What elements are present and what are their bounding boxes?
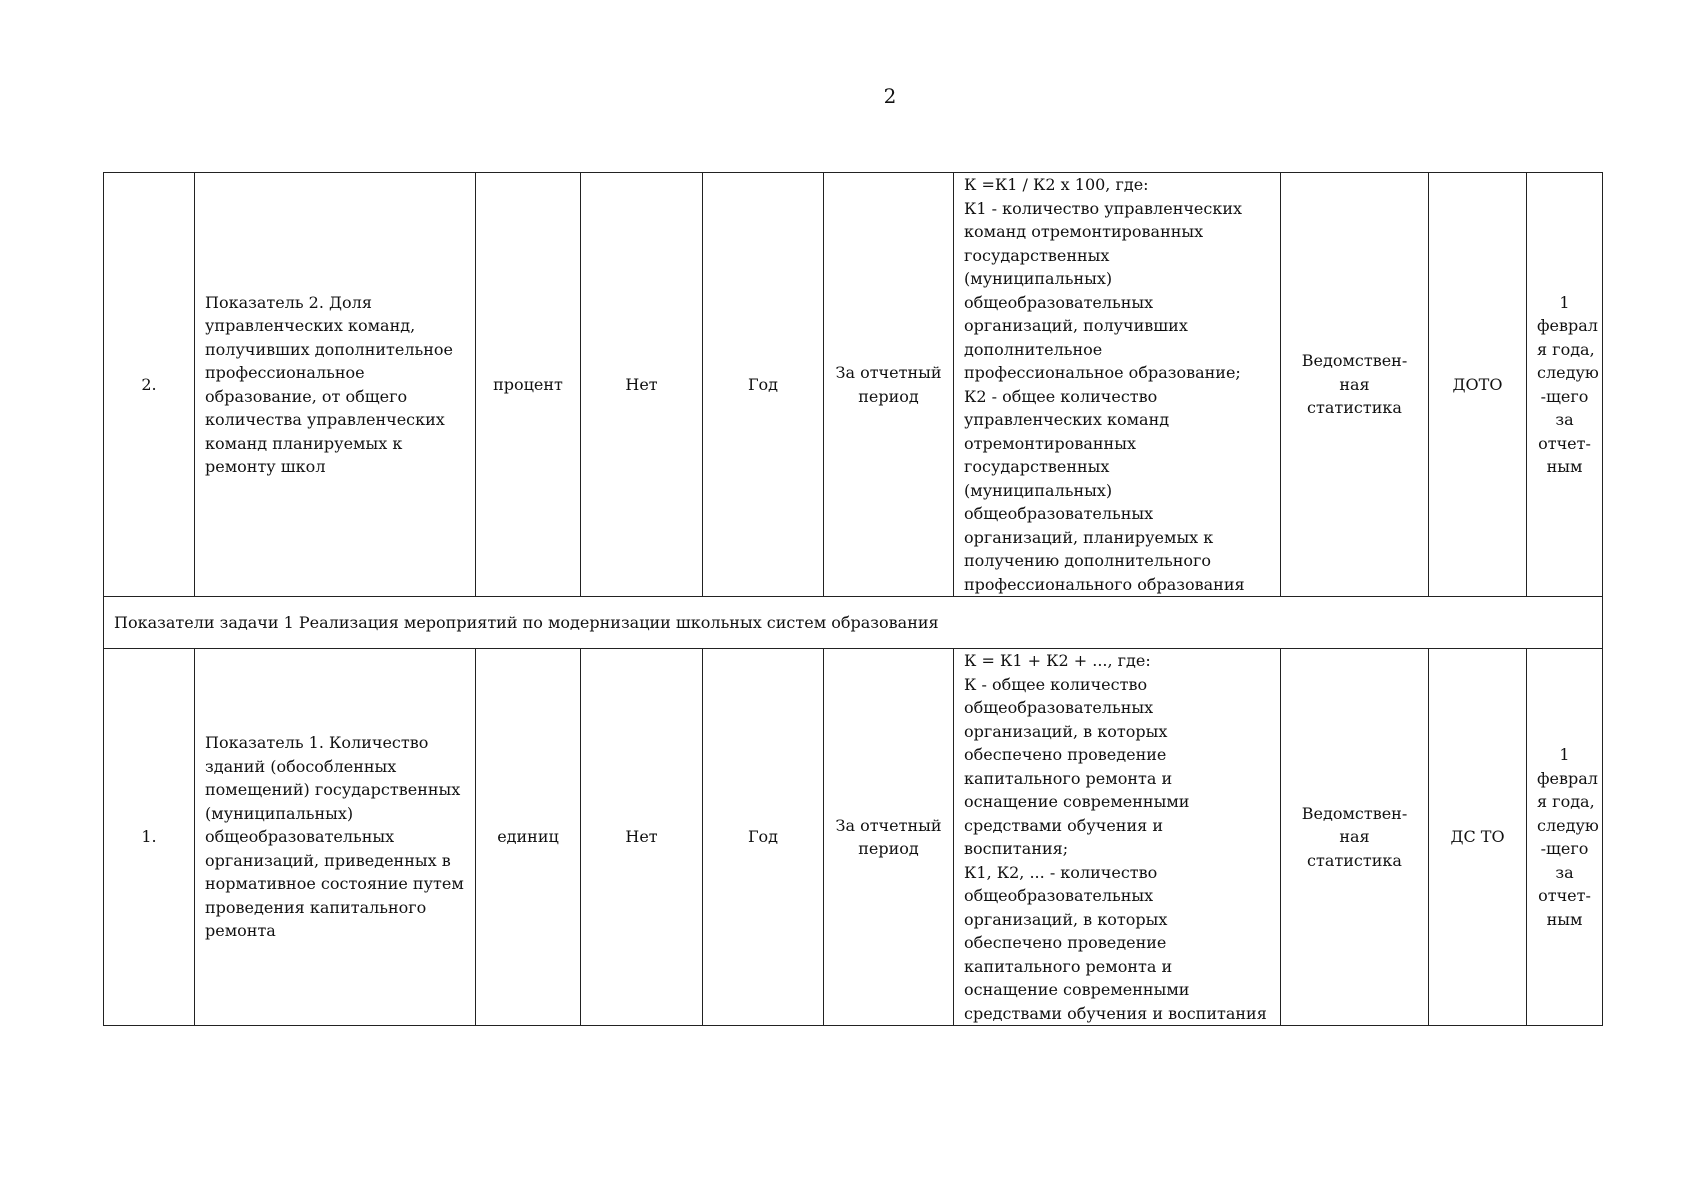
deadline-line: -щего [1540, 839, 1589, 858]
deadline-line: 1 [1559, 745, 1570, 764]
formula-line: общеобразовательных [964, 698, 1154, 717]
unit-of-measure: процент [476, 173, 581, 597]
calculation-formula [954, 649, 1281, 1026]
deadline-line: 1 [1559, 292, 1570, 312]
formula-line: средствами обучения и [964, 815, 1163, 835]
reporting-deadline [1527, 649, 1603, 1026]
table-row [104, 649, 1603, 1026]
deadline-line: феврал [1537, 316, 1598, 335]
deadline-line: за [1555, 410, 1574, 429]
formula-line: К1 - количество управленческих [964, 198, 1243, 218]
formula-line: общеобразовательных [964, 292, 1154, 312]
formula-line: обеспечено проведение [964, 933, 1167, 952]
deadline-line: отчет- [1538, 886, 1591, 905]
formula-line: общеобразовательных [964, 886, 1154, 905]
formula-line: организаций, планируемых к [964, 527, 1214, 547]
periodicity: Год [703, 173, 824, 597]
section-title: Показатели задачи 1 Реализация мероприятий по модернизации школьных систем образования [104, 597, 1603, 649]
deadline-line: ным [1546, 909, 1583, 929]
section-row [104, 597, 1603, 649]
formula-line: государственных [964, 457, 1110, 476]
reporting-period: За отчетный период [824, 649, 954, 1026]
reporting-deadline [1527, 173, 1603, 597]
formula-line: отремонтированных [964, 433, 1136, 453]
indicator-type: Нет [581, 173, 703, 597]
responsible-body: ДС ТО [1429, 649, 1527, 1026]
deadline-line: следую [1537, 363, 1599, 382]
formula-line: (муниципальных) [964, 269, 1113, 288]
formula-line: организаций, в которых [964, 721, 1168, 741]
deadline-line: отчет- [1538, 433, 1591, 453]
calculation-formula [954, 173, 1281, 597]
deadline-line: феврал [1537, 768, 1598, 788]
row-number: 2. [104, 173, 195, 597]
responsible-body: ДОТО [1429, 173, 1527, 597]
reporting-period: За отчетный период [824, 173, 954, 597]
formula-line: капитального ремонта и [964, 956, 1173, 976]
formula-line: государственных [964, 245, 1110, 265]
formula-line: капитального ремонта и [964, 768, 1173, 788]
formula-line: команд отремонтированных [964, 222, 1204, 241]
formula-line: К2 - общее количество [964, 386, 1158, 406]
formula-line: оснащение современными [964, 792, 1190, 811]
deadline-line: следую [1537, 815, 1599, 835]
data-source: Ведомствен-ная статистика [1281, 649, 1429, 1026]
formula-line: организаций, в которых [964, 909, 1168, 929]
deadline-line: я года, [1537, 339, 1595, 359]
formula-line: общеобразовательных [964, 504, 1154, 523]
indicator-type: Нет [581, 649, 703, 1026]
formula-line: К = К1 + К2 + ..., где: [964, 651, 1151, 670]
formula-line: оснащение современными [964, 980, 1190, 999]
formula-line: К1, К2, ... - количество [964, 862, 1158, 882]
formula-line: получению дополнительного [964, 551, 1212, 570]
formula-line: К - общее количество [964, 674, 1148, 694]
formula-line: дополнительное [964, 339, 1103, 359]
indicators-table [103, 172, 1603, 1026]
deadline-line: за [1555, 862, 1574, 882]
formula-line: (муниципальных) [964, 480, 1113, 500]
indicator-name: Показатель 2. Доля управленческих команд, получивших дополнительное профессиональное образование, от общего количества управленческих команд планируемых к ремонту школ [195, 173, 476, 597]
deadline-line: -щего [1540, 386, 1589, 406]
page-number: 2 [883, 84, 897, 108]
formula-line: средствами обучения и воспитания [964, 1003, 1267, 1023]
formula-line: управленческих команд [964, 410, 1170, 429]
deadline-line: ным [1546, 457, 1583, 476]
indicator-name: Показатель 1. Количество зданий (обособленных помещений) государственных (муниципальных) общеобразовательных организаций, приведенных в нормативное состояние путем проведения капитального ремонта [195, 649, 476, 1026]
deadline-line: я года, [1537, 792, 1595, 811]
formula-line: обеспечено проведение [964, 745, 1167, 764]
formula-line: организаций, получивших [964, 316, 1188, 335]
row-number: 1. [104, 649, 195, 1026]
periodicity: Год [703, 649, 824, 1026]
formula-line: воспитания; [964, 839, 1069, 858]
formula-line: профессиональное образование; [964, 363, 1241, 382]
formula-line: К =К1 / К2 х 100, где: [964, 175, 1149, 194]
data-source: Ведомствен-ная статистика [1281, 173, 1429, 597]
formula-line: профессионального образования [964, 574, 1245, 594]
table-row [104, 173, 1603, 597]
unit-of-measure: единиц [476, 649, 581, 1026]
